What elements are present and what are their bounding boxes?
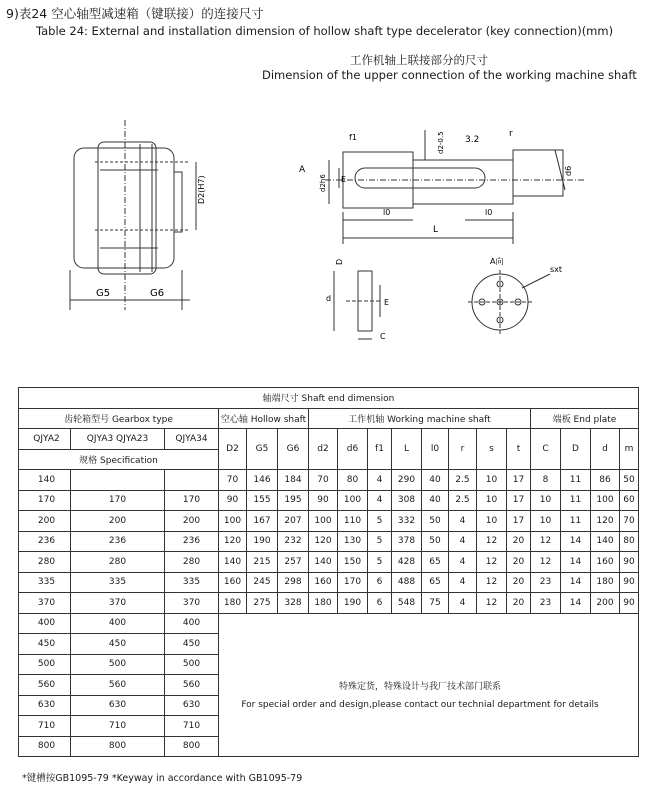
section-title-en: Dimension of the upper connection of the working machine shaft xyxy=(262,68,637,82)
dimension-cell: 160 xyxy=(219,572,247,593)
dimension-cell: 140 xyxy=(309,552,338,573)
special-order-cn: 特殊定货，特殊设计与我厂技术部门联系 xyxy=(338,682,501,692)
gearbox-body-outline xyxy=(74,148,174,268)
dimension-cell: 12 xyxy=(477,593,507,614)
dimension-cell: 308 xyxy=(392,490,422,511)
dimension-cell: 4 xyxy=(449,593,477,614)
dimension-cell: 298 xyxy=(278,572,309,593)
dimension-cell: 50 xyxy=(422,511,449,532)
dimension-cell: 50 xyxy=(422,531,449,552)
gearbox-spec-cell: 400 xyxy=(165,613,219,634)
dimension-cell: 12 xyxy=(477,531,507,552)
dimension-cell: 2.5 xyxy=(449,490,477,511)
dimension-cell: 184 xyxy=(278,470,309,491)
gearbox-spec-cell: 400 xyxy=(19,613,71,634)
dimension-cell: 6 xyxy=(368,572,392,593)
gearbox-spec-cell: 800 xyxy=(165,736,219,757)
gearbox-spec-cell: 236 xyxy=(71,531,165,552)
dimension-cell: 14 xyxy=(561,572,591,593)
dimension-cell: 90 xyxy=(219,490,247,511)
col-s: s xyxy=(477,429,507,470)
table-row xyxy=(19,490,639,511)
gearbox-spec-cell: 450 xyxy=(165,634,219,655)
dimension-cell: 20 xyxy=(507,531,531,552)
dimension-cell: 70 xyxy=(219,470,247,491)
label-r: r xyxy=(509,129,513,139)
dimension-cell: 20 xyxy=(507,572,531,593)
gearbox-spec-cell: 170 xyxy=(165,490,219,511)
dimension-cell: 11 xyxy=(561,511,591,532)
dimension-cell: 167 xyxy=(247,511,278,532)
header-end-plate: 端板 End plate xyxy=(531,408,639,429)
dimension-cell: 232 xyxy=(278,531,309,552)
dimension-cell: 290 xyxy=(392,470,422,491)
gearbox-spec-cell: 335 xyxy=(19,572,71,593)
dimension-cell: 548 xyxy=(392,593,422,614)
gearbox-spec-cell: 200 xyxy=(19,511,71,532)
end-plate-diagram xyxy=(322,255,402,355)
dimension-cell: 20 xyxy=(507,593,531,614)
gearbox-spec-cell: 630 xyxy=(71,695,165,716)
dimension-cell: 6 xyxy=(368,593,392,614)
dimension-cell: 120 xyxy=(309,531,338,552)
col-plate-d-outer: D xyxy=(561,429,591,470)
dimension-cell: 146 xyxy=(247,470,278,491)
dimension-cell: 332 xyxy=(392,511,422,532)
gearbox-spec-cell: 630 xyxy=(19,695,71,716)
col-d6: d6 xyxy=(338,429,368,470)
label-sxt: sxt xyxy=(550,265,563,274)
col-type-a: QJYA2 xyxy=(19,429,71,450)
table-row xyxy=(19,593,639,614)
section-title-cn: 工作机轴上联接部分的尺寸 xyxy=(350,53,488,67)
gearbox-spec-cell: 710 xyxy=(165,716,219,737)
gearbox-spec-cell: 236 xyxy=(19,531,71,552)
dimension-cell: 130 xyxy=(338,531,368,552)
table-row xyxy=(19,572,639,593)
dimension-cell: 12 xyxy=(531,531,561,552)
dimension-cell: 180 xyxy=(309,593,338,614)
dimension-cell: 245 xyxy=(247,572,278,593)
dimension-cell: 160 xyxy=(591,552,620,573)
col-plate-d: d xyxy=(591,429,620,470)
working-shaft-diagram xyxy=(295,120,595,250)
dimension-cell: 4 xyxy=(449,552,477,573)
gearbox-spec-cell: 236 xyxy=(165,531,219,552)
col-l: L xyxy=(392,429,422,470)
label-l: L xyxy=(433,225,439,235)
dimension-cell: 100 xyxy=(219,511,247,532)
col-t: t xyxy=(507,429,531,470)
dimension-cell: 328 xyxy=(278,593,309,614)
dimension-cell: 70 xyxy=(620,511,639,532)
dimension-cell: 10 xyxy=(477,511,507,532)
label-d6: d6 xyxy=(564,165,573,176)
dimension-cell: 275 xyxy=(247,593,278,614)
dimension-cell: 100 xyxy=(591,490,620,511)
dimension-cell: 120 xyxy=(219,531,247,552)
dimension-cell: 257 xyxy=(278,552,309,573)
col-l0: l0 xyxy=(422,429,449,470)
dimension-cell: 5 xyxy=(368,531,392,552)
dimension-cell: 70 xyxy=(309,470,338,491)
header-gearbox-type: 齿轮箱型号 Gearbox type xyxy=(19,408,219,429)
label-a: A xyxy=(299,165,306,175)
dimension-cell: 17 xyxy=(507,470,531,491)
gearbox-spec-cell: 200 xyxy=(165,511,219,532)
gearbox-spec-cell: 450 xyxy=(71,634,165,655)
gearbox-spec-cell: 370 xyxy=(19,593,71,614)
gearbox-spec-cell: 280 xyxy=(71,552,165,573)
header-hollow-shaft: 空心轴 Hollow shaft xyxy=(219,408,309,429)
label-roughness: 3.2 xyxy=(465,135,480,145)
dimension-cell: 5 xyxy=(368,511,392,532)
dimension-cell: 5 xyxy=(368,552,392,573)
gearbox-spec-cell: 710 xyxy=(19,716,71,737)
label-plate-d: d xyxy=(326,294,332,303)
dimension-cell: 65 xyxy=(422,552,449,573)
dimension-cell: 11 xyxy=(561,470,591,491)
label-g5: G5 xyxy=(96,288,111,299)
dimension-cell: 90 xyxy=(620,572,639,593)
dimension-cell: 23 xyxy=(531,572,561,593)
dimension-cell: 2.5 xyxy=(449,470,477,491)
dimension-cell: 428 xyxy=(392,552,422,573)
dimension-cell: 65 xyxy=(422,572,449,593)
gearbox-spec-cell: 370 xyxy=(71,593,165,614)
label-a-view: A向 xyxy=(490,257,504,266)
col-f1: f1 xyxy=(368,429,392,470)
dimension-cell: 90 xyxy=(309,490,338,511)
dimension-cell: 75 xyxy=(422,593,449,614)
label-l0-right: l0 xyxy=(485,208,493,217)
dimension-cell: 110 xyxy=(338,511,368,532)
dimension-cell: 10 xyxy=(477,470,507,491)
col-c: C xyxy=(531,429,561,470)
page-subtitle: Table 24: External and installation dimension of hollow shaft type decelerator (key connection)(mm) xyxy=(36,24,614,38)
dimension-cell: 23 xyxy=(531,593,561,614)
table-row xyxy=(19,613,639,634)
dimension-cell: 488 xyxy=(392,572,422,593)
dimension-cell: 40 xyxy=(422,470,449,491)
page-title: 9)表24 空心轴型减速箱（键联接）的连接尺寸 xyxy=(6,6,264,21)
col-r: r xyxy=(449,429,477,470)
dimension-cell: 14 xyxy=(561,593,591,614)
label-f1: f1 xyxy=(349,133,357,142)
dimension-cell: 80 xyxy=(620,531,639,552)
dimension-cell: 11 xyxy=(561,490,591,511)
dimension-cell: 4 xyxy=(368,490,392,511)
dimension-cell: 20 xyxy=(507,552,531,573)
col-d2: d2 xyxy=(309,429,338,470)
dimension-cell: 10 xyxy=(531,511,561,532)
gearbox-spec-cell: 500 xyxy=(19,654,71,675)
dimension-cell: 17 xyxy=(507,511,531,532)
dimension-cell: 80 xyxy=(338,470,368,491)
dimension-cell: 10 xyxy=(477,490,507,511)
label-e: E xyxy=(341,175,347,184)
gearbox-diagram xyxy=(40,110,210,320)
dimension-cell: 190 xyxy=(338,593,368,614)
dimension-cell: 378 xyxy=(392,531,422,552)
table-row xyxy=(19,470,639,491)
col-type-b: QJYA3 QJYA23 xyxy=(71,429,165,450)
gearbox-spec-cell: 500 xyxy=(71,654,165,675)
gearbox-spec-cell: 560 xyxy=(19,675,71,696)
label-d2h7: D2(H7) xyxy=(197,175,206,204)
dimension-cell: 180 xyxy=(591,572,620,593)
label-d2h6: d2h6 xyxy=(319,174,327,192)
dimension-cell: 50 xyxy=(620,470,639,491)
header-shaft-end: 轴端尺寸 Shaft end dimension xyxy=(19,388,639,409)
dimension-cell: 207 xyxy=(278,511,309,532)
special-order-en: For special order and design,please contact our technial department for details xyxy=(241,700,599,710)
spec-label: 规格 Specification xyxy=(19,449,219,470)
dimension-cell: 215 xyxy=(247,552,278,573)
gearbox-spec-cell xyxy=(165,470,219,491)
gearbox-spec-cell: 280 xyxy=(165,552,219,573)
dimension-cell: 12 xyxy=(477,552,507,573)
gearbox-spec-cell: 335 xyxy=(71,572,165,593)
label-plate-d-outer: D xyxy=(335,258,344,265)
dimension-cell: 170 xyxy=(338,572,368,593)
dimension-cell: 100 xyxy=(338,490,368,511)
col-g6: G6 xyxy=(278,429,309,470)
dimension-cell: 12 xyxy=(531,552,561,573)
table-row xyxy=(19,511,639,532)
dimension-cell: 10 xyxy=(531,490,561,511)
label-d2-tol: d2-0.5 xyxy=(437,131,445,154)
gearbox-spec-cell: 200 xyxy=(71,511,165,532)
gearbox-spec-cell: 400 xyxy=(71,613,165,634)
dimension-cell: 200 xyxy=(591,593,620,614)
a-view-diagram xyxy=(460,252,590,342)
label-plate-e: E xyxy=(384,298,390,307)
dimension-cell: 150 xyxy=(338,552,368,573)
gearbox-spec-cell: 500 xyxy=(165,654,219,675)
dimension-cell: 140 xyxy=(219,552,247,573)
dimension-cell: 180 xyxy=(219,593,247,614)
dimension-cell: 40 xyxy=(422,490,449,511)
dimension-cell: 160 xyxy=(309,572,338,593)
dimension-cell: 4 xyxy=(449,572,477,593)
label-plate-c: C xyxy=(380,332,386,341)
dimension-cell: 90 xyxy=(620,552,639,573)
footnote: *键槽按GB1095-79 *Keyway in accordance with GB1095-79 xyxy=(22,773,303,784)
col-g5: G5 xyxy=(247,429,278,470)
gearbox-spec-cell: 335 xyxy=(165,572,219,593)
dimension-cell: 17 xyxy=(507,490,531,511)
dimension-cell: 100 xyxy=(309,511,338,532)
gearbox-spec-cell: 630 xyxy=(165,695,219,716)
dimension-cell: 8 xyxy=(531,470,561,491)
dimension-cell: 120 xyxy=(591,511,620,532)
gearbox-spec-cell: 800 xyxy=(71,736,165,757)
special-order-note xyxy=(205,678,635,714)
dimension-cell: 190 xyxy=(247,531,278,552)
gearbox-spec-cell: 280 xyxy=(19,552,71,573)
dimension-cell: 155 xyxy=(247,490,278,511)
gearbox-spec-cell: 800 xyxy=(19,736,71,757)
dimension-cell: 14 xyxy=(561,552,591,573)
gearbox-spec-cell: 450 xyxy=(19,634,71,655)
col-d2-hollow: D2 xyxy=(219,429,247,470)
gearbox-spec-cell: 370 xyxy=(165,593,219,614)
gearbox-spec-cell: 560 xyxy=(71,675,165,696)
dimension-cell: 4 xyxy=(449,511,477,532)
col-type-c: QJYA34 xyxy=(165,429,219,450)
label-l0-left: l0 xyxy=(383,208,391,217)
dimension-cell: 4 xyxy=(449,531,477,552)
table-row xyxy=(19,552,639,573)
gearbox-spec-cell: 170 xyxy=(19,490,71,511)
label-g6: G6 xyxy=(150,288,165,299)
dimension-cell: 86 xyxy=(591,470,620,491)
dimension-cell: 4 xyxy=(368,470,392,491)
gearbox-spec-cell: 170 xyxy=(71,490,165,511)
dimension-cell: 195 xyxy=(278,490,309,511)
gearbox-spec-cell: 140 xyxy=(19,470,71,491)
gearbox-spec-cell: 560 xyxy=(165,675,219,696)
col-m: m xyxy=(620,429,639,470)
dimension-cell: 12 xyxy=(477,572,507,593)
gearbox-spec-cell: 710 xyxy=(71,716,165,737)
dimension-cell: 60 xyxy=(620,490,639,511)
header-working-shaft: 工作机轴 Working machine shaft xyxy=(309,408,531,429)
gearbox-spec-cell xyxy=(71,470,165,491)
dimension-cell: 140 xyxy=(591,531,620,552)
dimension-cell: 14 xyxy=(561,531,591,552)
dimension-cell: 90 xyxy=(620,593,639,614)
table-row xyxy=(19,531,639,552)
